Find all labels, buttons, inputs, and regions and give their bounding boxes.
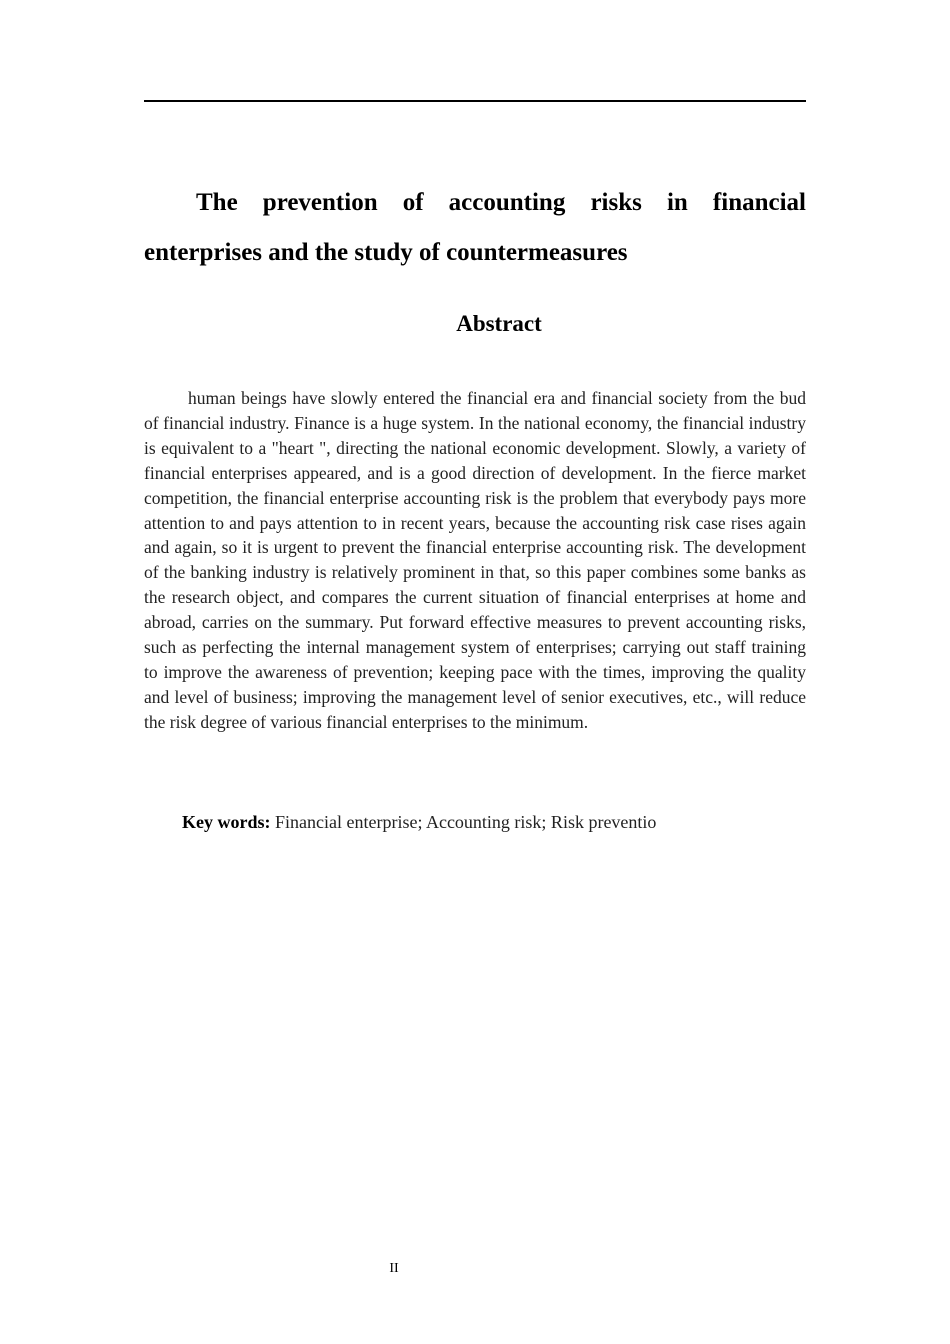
keywords-line	[182, 809, 656, 835]
page-number: II	[389, 1261, 399, 1276]
header-rule	[144, 100, 806, 102]
paper-title: The prevention of accounting risks in financial enterprises and the study of countermeasures	[144, 189, 806, 266]
keywords-value: Financial enterprise; Accounting risk; Risk preventio	[275, 812, 657, 832]
abstract-heading: Abstract	[456, 311, 542, 336]
keywords-label: Key words:	[182, 812, 271, 832]
abstract-body: human beings have slowly entered the financial era and financial society from the bud of financial industry. Finance is a huge system. In the national economy, the financial industry is equivalent to a "heart ", directing the national economic development. Slowly, a variety of financial enterprises appeared, and is a good direction of development. In the fierce market competition, the financial enterprise accounting risk is the problem that everybody pays more attention to and pays attention to in recent years, because the accounting risk case rises again and again, so it is urgent to prevent the financial enterprise accounting risk. The development of the banking industry is relatively prominent in that, so this paper combines some banks as the research object, and compares the current situation of financial enterprises at home and abroad, carries on the summary. Put forward effective measures to prevent accounting risks, such as perfecting the internal management system of enterprises; carrying out staff training to improve the awareness of prevention; keeping pace with the times, improving the quality and level of business; improving the management level of senior executives, etc., will reduce the risk degree of various financial enterprises to the minimum.	[144, 388, 806, 732]
